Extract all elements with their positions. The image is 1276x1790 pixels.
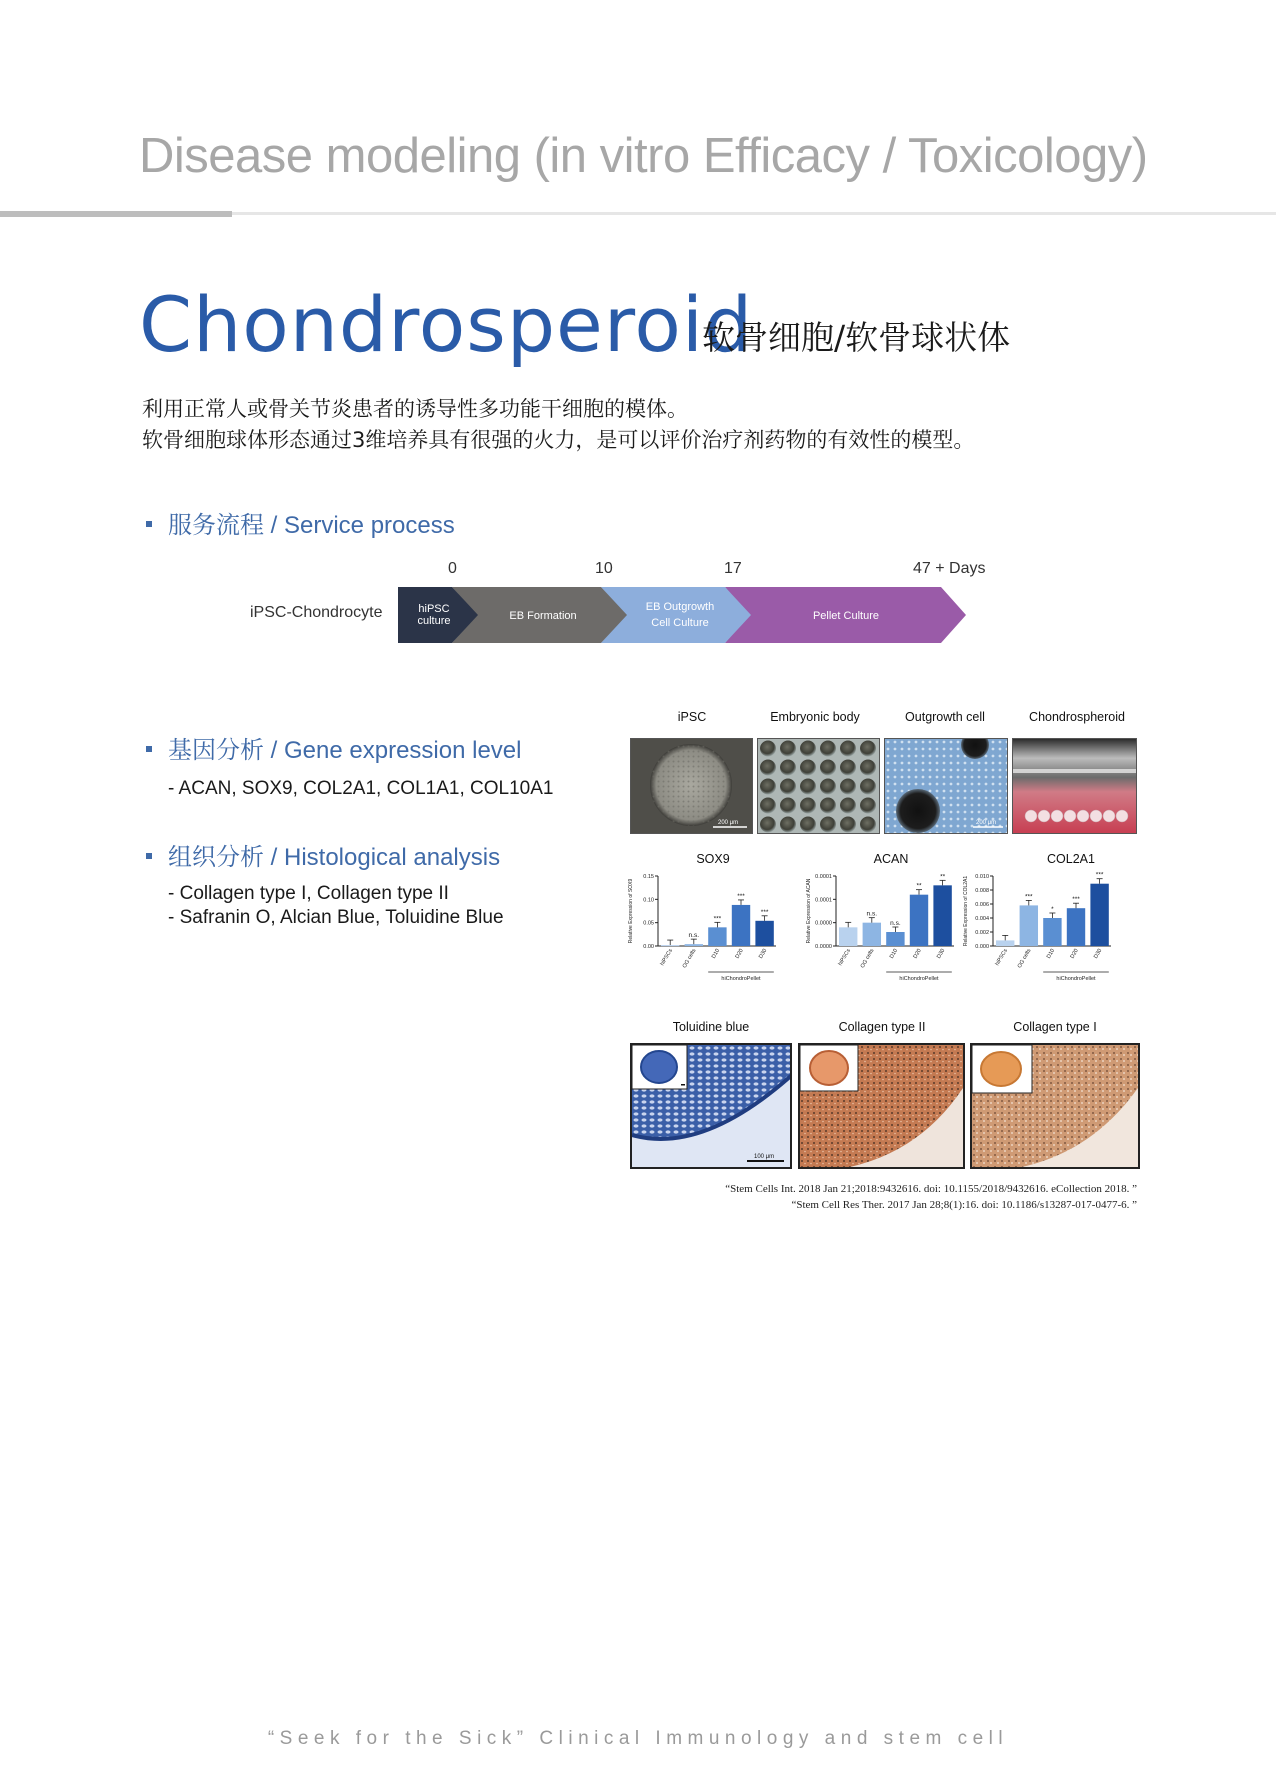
outgrowth-image	[885, 739, 1008, 834]
photo-label-outgrowth: Outgrowth cell	[905, 710, 985, 724]
process-timeline	[398, 586, 970, 644]
histo-label-collagen-ii: Collagen type II	[838, 1020, 926, 1034]
process-row-label: iPSC-Chondrocyte	[250, 604, 383, 621]
chart-y-tick-label: 0.0001	[815, 874, 832, 880]
histology-list-item: - Collagen type I, Collagen type II	[168, 883, 449, 904]
intro-line-2: 软骨细胞球体形态通过3维培养具有很强的火力，是可以评价治疗剂药物的有效性的模型。	[142, 428, 975, 452]
footer-slogan: “Seek for the Sick” Clinical Immunology and stem cell	[267, 1728, 1009, 1749]
service-process-heading-text: 服务流程 / Service process	[168, 512, 455, 539]
histology-heading-text: 组织分析 / Histological analysis	[168, 844, 501, 871]
histo-collagen-i	[970, 1043, 1140, 1169]
gene-expression-heading-text: 基因分析 / Gene expression level	[168, 737, 522, 764]
svg-text:200 μm: 200 μm	[976, 820, 997, 826]
citation-2: “Stem Cell Res Ther. 2017 Jan 28;8(1):16. doi: 10.1186/s13287-017-0477-6. ”	[791, 1199, 1137, 1211]
histo-toluidine-blue	[630, 1043, 792, 1169]
chart-y-tick-label: 0.00	[643, 944, 654, 950]
chart-category-label: D30	[758, 948, 769, 960]
chart-bar	[1067, 908, 1085, 946]
citation-1: “Stem Cells Int. 2018 Jan 21;2018:9432616. doi: 10.1155/2018/9432616. eCollection 2018. ”	[725, 1183, 1137, 1195]
chart-bar	[1043, 918, 1061, 946]
chart-significance-label: *	[1051, 906, 1054, 913]
day-tick-0: 0	[448, 560, 457, 577]
ipsc-colony-image	[631, 739, 753, 834]
chart-bar	[863, 923, 881, 946]
photo-label-embryonic-body: Embryonic body	[770, 710, 860, 724]
chart-bar	[1090, 884, 1108, 946]
chart-bar	[685, 944, 703, 946]
chart-y-tick-label: 0.008	[975, 888, 989, 894]
day-tick-17: 17	[724, 560, 742, 577]
intro-line-1: 利用正常人或骨关节炎患者的诱导性多功能干细胞的模体。	[142, 397, 688, 421]
chart-category-label: hiPSCs	[659, 948, 674, 967]
chart-significance-label: n.s.	[890, 920, 901, 927]
photo-embryonic-body	[757, 738, 880, 834]
chart-category-label: hiPSCs	[994, 948, 1009, 967]
chart-bar	[661, 945, 679, 946]
bullet-icon	[146, 853, 152, 859]
chart-category-label: D20	[734, 948, 745, 960]
citations	[725, 1181, 1137, 1213]
chart-bar	[933, 885, 951, 946]
intro-text	[142, 394, 974, 456]
chart-group-label: hiChondroPellet	[721, 976, 761, 982]
chart-category-label: D20	[1069, 948, 1080, 960]
gene-list	[168, 777, 553, 801]
chart-category-label: D10	[710, 948, 722, 960]
chart-bar	[755, 921, 773, 946]
chart-category-label: D10	[888, 948, 900, 960]
chart-y-tick-label: 0.15	[643, 874, 654, 880]
chart-y-axis-label: Relative Expression of SOX9	[628, 878, 634, 944]
chart-category-label: OG cells	[681, 948, 698, 970]
photo-chondrospheroid	[1012, 738, 1137, 834]
page-header-title: Disease modeling (in vitro Efficacy / Toxicology)	[139, 129, 1148, 183]
histology-list-item: - Safranin O, Alcian Blue, Toluidine Blue	[168, 907, 504, 928]
chart-y-axis-label: Relative Expression of COL2A1	[963, 875, 969, 947]
chart-category-label: OG cells	[1016, 948, 1033, 970]
chart-y-tick-label: 0.10	[643, 897, 654, 904]
gene-expression-charts	[626, 868, 1152, 1008]
chart-bar	[996, 940, 1014, 946]
stage-label: EB Formation	[509, 610, 577, 622]
chart-title-sox9: SOX9	[696, 852, 730, 866]
stage-label: Cell Culture	[651, 617, 709, 629]
collagen-i-image	[972, 1045, 1140, 1169]
header-divider-accent	[0, 211, 232, 217]
histo-label-collagen-i: Collagen type I	[1013, 1020, 1097, 1034]
chart-title-col2a1: COL2A1	[1047, 852, 1095, 866]
chart-significance-label: ***	[1025, 893, 1033, 901]
chart-y-tick-label: 0.05	[643, 920, 654, 927]
stage-label: hiPSC	[418, 603, 450, 615]
stage-label: EB Outgrowth	[645, 601, 715, 613]
chart-y-tick-label: 0.004	[975, 916, 989, 922]
chart-significance-label: **	[940, 873, 946, 881]
chart-category-label: D30	[936, 948, 947, 960]
chart-bar	[1020, 905, 1038, 946]
main-title: Chondrosperoid	[139, 280, 754, 369]
chart-group-label: hiChondroPellet	[1056, 976, 1096, 982]
sub-title: 软骨细胞/软骨球状体	[702, 318, 1011, 357]
chart-bar	[886, 932, 904, 946]
chart-y-tick-label: 0.0000	[815, 920, 832, 927]
gene-list-item: - ACAN, SOX9, COL2A1, COL1A1, COL10A1	[168, 778, 554, 799]
histo-label-toluidine: Toluidine blue	[672, 1020, 750, 1034]
chart-y-tick-label: 0.0000	[815, 944, 832, 950]
collagen-ii-image	[800, 1045, 965, 1169]
toluidine-blue-image	[632, 1045, 792, 1169]
chart-bar	[839, 927, 857, 946]
photo-ipsc	[630, 738, 753, 834]
photo-label-chondrospheroid: Chondrospheroid	[1029, 710, 1125, 724]
stage-label: culture	[417, 615, 451, 627]
chart-significance-label: **	[916, 882, 922, 890]
chondrospheroid-image	[1013, 739, 1137, 834]
day-tick-10: 10	[595, 560, 613, 577]
chart-group-label: hiChondroPellet	[899, 976, 939, 982]
chart-category-label: hiPSCs	[837, 948, 852, 967]
day-tick-47: 47 + Days	[913, 560, 986, 577]
chart-significance-label: ***	[760, 908, 769, 916]
chart-category-label: OG cells	[859, 948, 876, 970]
chart-category-label: D20	[912, 948, 923, 960]
chart-bar	[910, 895, 928, 946]
svg-text:200 μm: 200 μm	[718, 820, 739, 826]
bullet-icon	[146, 746, 152, 752]
svg-text:100 μm: 100 μm	[754, 1154, 775, 1160]
chart-significance-label: ***	[713, 915, 722, 923]
chart-category-label: D10	[1045, 948, 1057, 960]
chart-title-acan: ACAN	[873, 852, 909, 866]
stage-label: Pellet Culture	[812, 610, 880, 622]
chart-significance-label: n.s.	[866, 910, 878, 918]
chart-significance-label: ***	[737, 892, 745, 900]
histology-heading	[146, 837, 500, 872]
chart-y-tick-label: 0.010	[975, 874, 989, 880]
photo-label-ipsc: iPSC	[677, 710, 707, 724]
photo-outgrowth	[884, 738, 1008, 834]
embryonic-body-image	[758, 739, 880, 834]
chart-significance-label: ***	[1072, 896, 1080, 904]
chart-significance-label: n.s.	[688, 932, 700, 940]
chart-y-tick-label: 0.002	[975, 930, 989, 936]
chart-y-tick-label: 0.0001	[815, 897, 832, 904]
histology-list	[168, 882, 504, 930]
bullet-icon	[146, 521, 152, 527]
chart-bar	[732, 905, 750, 946]
chart-significance-label: ***	[1095, 871, 1104, 879]
gene-expression-heading	[146, 730, 521, 765]
chart-bar	[708, 927, 726, 946]
chart-y-axis-label: Relative Expression of ACAN	[806, 878, 812, 944]
histo-collagen-ii	[798, 1043, 965, 1169]
chart-y-tick-label: 0.000	[975, 944, 989, 950]
chart-y-tick-label: 0.006	[975, 902, 989, 908]
service-process-heading	[146, 505, 455, 540]
chart-category-label: D30	[1093, 948, 1104, 960]
